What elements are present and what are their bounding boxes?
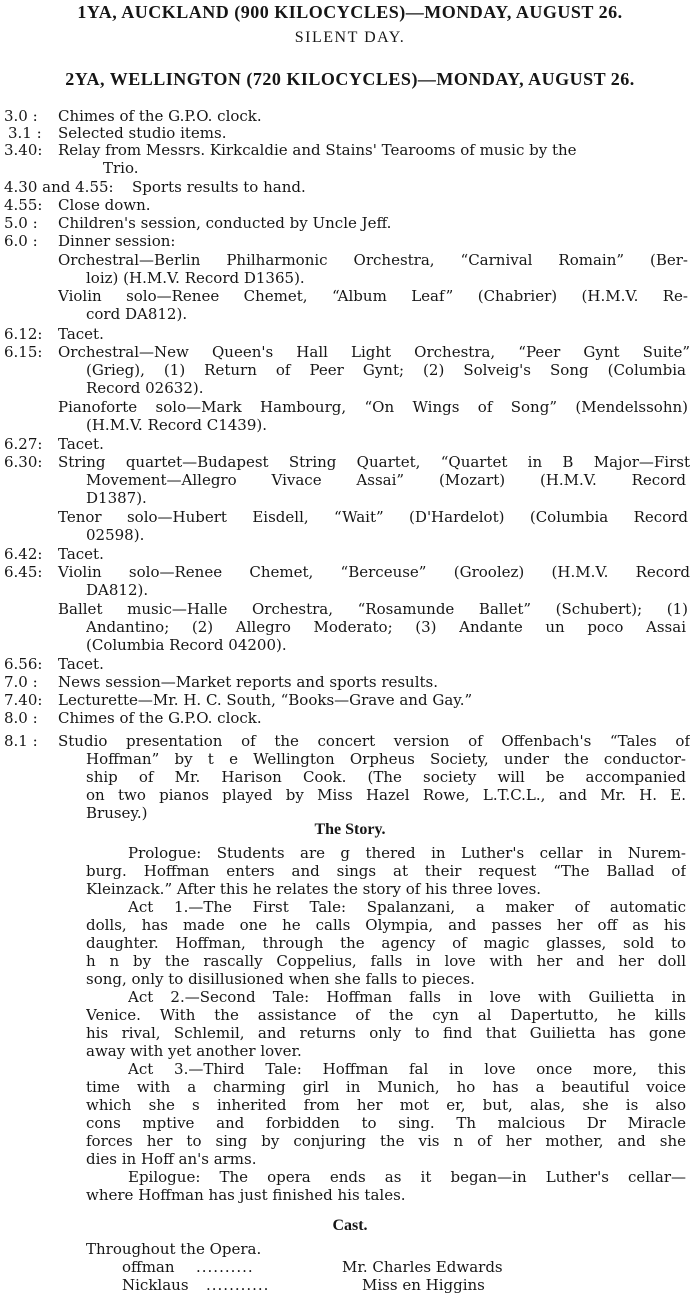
story-line: Act 1.—The First Tale: Spalanzani, a maker of automatic — [128, 898, 686, 916]
schedule-time: 6.27: — [4, 435, 43, 453]
story-line: burg. Hoffman enters and sings at their request “The Ballad of — [86, 862, 686, 880]
schedule-entry — [4, 124, 694, 142]
schedule-text: ship of Mr. Harison Cook. (The society will be accompanied — [86, 768, 686, 786]
schedule-time: 6.12: — [4, 325, 43, 343]
story-line: away with yet another lover. — [86, 1042, 302, 1060]
cast-heading: Cast. — [332, 1217, 368, 1234]
schedule-entry — [4, 325, 694, 343]
schedule-time: 6.30: — [4, 453, 43, 471]
schedule-text: Tacet. — [58, 325, 104, 343]
schedule-text: D1387). — [86, 489, 147, 507]
schedule-time: 6.42: — [4, 545, 43, 563]
schedule-text: Hoffman” by t e Wellington Orpheus Society, under the conductor- — [86, 750, 686, 768]
schedule-text: 02598). — [86, 526, 145, 544]
schedule-text: Orchestral—Berlin Philharmonic Orchestra, “Carnival Romain” (Ber- — [58, 251, 688, 269]
cast-performer: Mr. Charles Edwards — [342, 1258, 503, 1276]
schedule-time: 8.1 : — [4, 732, 38, 750]
schedule-text: Record 02632). — [86, 379, 204, 397]
schedule-entry — [4, 141, 694, 159]
silent-day-note: SILENT DAY. — [294, 29, 406, 46]
cast-performer: Miss en Higgins — [362, 1276, 485, 1294]
schedule-entry — [4, 545, 694, 563]
schedule-text: Violin solo—Renee Chemet, “Berceuse” (Groolez) (H.M.V. Record — [58, 563, 690, 581]
schedule-entry — [4, 709, 694, 727]
schedule-text: Ballet music—Halle Orchestra, “Rosamunde Ballet” (Schubert); (1) — [58, 600, 688, 618]
schedule-text: Tacet. — [58, 435, 104, 453]
schedule-entry — [4, 178, 694, 196]
story-line: Act 3.—Third Tale: Hoffman fal in love once more, this — [128, 1060, 686, 1078]
schedule-text: DA812). — [86, 581, 149, 599]
schedule-time: 6.45: — [4, 563, 43, 581]
story-line: dolls, has made one he calls Olympia, and passes her off as his — [86, 916, 686, 934]
schedule-text: Selected studio items. — [58, 124, 227, 142]
cast-role: Nicklaus — [122, 1276, 189, 1294]
schedule-time: 3.0 : — [4, 107, 38, 125]
schedule-text: Orchestral—New Queen's Hall Light Orchestra, “Peer Gynt Suite” — [58, 343, 690, 361]
story-line: Kleinzack.” After this he relates the story of his three loves. — [86, 880, 542, 898]
schedule-entry — [4, 196, 694, 214]
schedule-text: (Columbia Record 04200). — [86, 636, 287, 654]
schedule-text: Studio presentation of the concert version of Offenbach's “Tales of — [58, 732, 690, 750]
schedule-text: on two pianos played by Miss Hazel Rowe, L.T.C.L., and Mr. H. E. — [86, 786, 686, 804]
schedule-time: 3.40: — [4, 141, 43, 159]
schedule-time: 5.0 : — [4, 214, 38, 232]
schedule-time: 3.1 : — [8, 124, 42, 142]
schedule-entry — [4, 563, 690, 581]
schedule-text: Violin solo—Renee Chemet, “Album Leaf” (Chabrier) (H.M.V. Re- — [58, 287, 688, 305]
schedule-text: Tacet. — [58, 545, 104, 563]
story-line: where Hoffman has just finished his tales. — [86, 1186, 406, 1204]
schedule-entry — [4, 435, 694, 453]
schedule-time: 6.56: — [4, 655, 43, 673]
schedule-entry — [4, 673, 694, 691]
schedule-text: Chimes of the G.P.O. clock. — [58, 709, 262, 727]
cast-intro: Throughout the Opera. — [86, 1240, 262, 1258]
schedule-text: Pianoforte solo—Mark Hambourg, “On Wings of Song” (Mendelssohn) — [58, 398, 688, 416]
story-line: h n by the rascally Coppelius, falls in love with her and her doll — [86, 952, 686, 970]
schedule-text: (Grieg), (1) Return of Peer Gynt; (2) Solveig's Song (Columbia — [86, 361, 686, 379]
schedule-text: Sports results to hand. — [132, 178, 306, 196]
schedule-time: 7.0 : — [4, 673, 38, 691]
schedule-text: String quartet—Budapest String Quartet, “Quartet in B Major—First — [58, 453, 690, 471]
schedule-entry — [4, 691, 694, 709]
schedule-text: Movement—Allegro Vivace Assai” (Mozart) (H.M.V. Record — [86, 471, 686, 489]
story-line: his rival, Schlemil, and returns only to find that Guilietta has gone — [86, 1024, 686, 1042]
story-heading: The Story. — [314, 821, 386, 838]
schedule-time: 4.55: — [4, 196, 43, 214]
schedule-entry — [4, 232, 694, 250]
schedule-text: News session—Market reports and sports results. — [58, 673, 439, 691]
story-line: Venice. With the assistance of the cyn al Dapertutto, he kills — [86, 1006, 686, 1024]
schedule-time: 7.40: — [4, 691, 43, 709]
schedule-text: Tenor solo—Hubert Eisdell, “Wait” (D'Hardelot) (Columbia Record — [58, 508, 688, 526]
schedule-text: Tacet. — [58, 655, 104, 673]
story-line: Prologue: Students are g thered in Luther's cellar in Nurem- — [128, 844, 686, 862]
schedule-entry — [4, 214, 694, 232]
schedule-entry — [4, 732, 690, 750]
schedule-text: Dinner session: — [58, 232, 176, 250]
schedule-time: 8.0 : — [4, 709, 38, 727]
story-line: song, only to disillusioned when she falls to pieces. — [86, 970, 475, 988]
schedule-entry — [4, 655, 694, 673]
story-line: Act 2.—Second Tale: Hoffman falls in love with Guilietta in — [128, 988, 686, 1006]
story-line: which she s inherited from her mot er, but, alas, she is also — [86, 1096, 686, 1114]
cast-leader-dots: ........... — [206, 1276, 270, 1294]
schedule-time: 4.30 and 4.55: — [4, 178, 114, 196]
cast-row — [122, 1258, 682, 1276]
story-line: time with a charming girl in Munich, ho has a beautiful voice — [86, 1078, 686, 1096]
schedule-text: Andantino; (2) Allegro Moderato; (3) Andante un poco Assai — [86, 618, 686, 636]
schedule-text: Children's session, conducted by Uncle Jeff. — [58, 214, 392, 232]
cast-row — [122, 1276, 682, 1294]
schedule-text: loiz) (H.M.V. Record D1365). — [86, 269, 305, 287]
schedule-text: Close down. — [58, 196, 151, 214]
schedule-text: Trio. — [103, 159, 139, 177]
cast-leader-dots: .......... — [196, 1258, 254, 1276]
station-1ya-heading: 1YA, AUCKLAND (900 KILOCYCLES)—MONDAY, AUGUST 26. — [77, 2, 623, 22]
story-line: dies in Hoff an's arms. — [86, 1150, 257, 1168]
schedule-text: Lecturette—Mr. H. C. South, “Books—Grave and Gay.” — [58, 691, 473, 709]
schedule-entry — [4, 343, 690, 361]
story-line: Epilogue: The opera ends as it began—in Luther's cellar— — [128, 1168, 686, 1186]
station-2ya-heading: 2YA, WELLINGTON (720 KILOCYCLES)—MONDAY, AUGUST 26. — [65, 69, 635, 89]
schedule-text: Chimes of the G.P.O. clock. — [58, 107, 262, 125]
story-line: daughter. Hoffman, through the agency of magic glasses, sold to — [86, 934, 686, 952]
schedule-text: Brusey.) — [86, 804, 148, 822]
schedule-time: 6.0 : — [4, 232, 38, 250]
story-line: cons mptive and forbidden to sing. Th malcious Dr Miracle — [86, 1114, 686, 1132]
schedule-text: Relay from Messrs. Kirkcaldie and Stains' Tearooms of music by the — [58, 141, 577, 159]
cast-role: offman — [122, 1258, 175, 1276]
schedule-entry — [4, 453, 690, 471]
schedule-entry — [4, 107, 694, 125]
schedule-text: cord DA812). — [86, 305, 188, 323]
schedule-time: 6.15: — [4, 343, 43, 361]
schedule-text: (H.M.V. Record C1439). — [86, 416, 267, 434]
story-line: forces her to sing by conjuring the vis n of her mother, and she — [86, 1132, 686, 1150]
